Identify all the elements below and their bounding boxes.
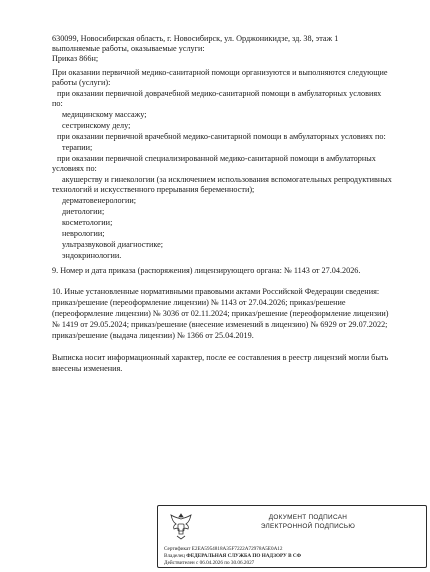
paragraph-line: технологий и искусственного прерывания беременности); [52,185,255,194]
electronic-signature-stamp [157,505,427,568]
coat-of-arms-icon [166,510,196,542]
paragraph-line: При оказании первичной медико-санитарной помощи организуются и выполняются следующие [52,68,388,77]
note-line: внесены изменения. [52,364,123,373]
list-item: акушерству и гинекологии (за исключением использования вспомогательных репродуктивных [62,175,392,184]
paragraph-line: при оказании первичной специализированной медико-санитарной помощи в амбулаторных [57,154,376,163]
section-9: 9. Номер и дата приказа (распоряжения) лицензирующего органа: № 1143 от 27.04.2026. [52,266,361,275]
owner-name: ФЕДЕРАЛЬНАЯ СЛУЖБА ПО НАДЗОРУ В СФ [186,553,302,559]
works-heading: выполняемые работы, оказываемые услуги: [52,44,205,53]
list-item: неврологии; [62,229,105,238]
section-10-line: 10. Иные установленные нормативными правовыми актами Российской Федерации сведения: [52,287,380,296]
owner-line [164,553,301,560]
paragraph-line: условиях по: [52,164,97,173]
section-10-line: (переоформление лицензии) № 3036 от 02.11.2024; приказ/решение (переоформление лицензии) [52,309,389,318]
certificate-line [164,546,283,553]
address-line: 630099, Новосибирская область, г. Новосибирск, ул. Орджоникидзе, зд. 38, этаж 1 [52,34,339,43]
list-item: ультразвуковой диагностике; [62,240,164,249]
order-line: Приказ 866н; [52,54,99,63]
paragraph-line: работы (услуги): [52,78,111,87]
section-10-line: № 1419 от 29.05.2024; приказ/решение (внесение изменений в лицензию) № 6929 от 29.07.2022; [52,320,388,329]
paragraph-line: по: [52,99,63,108]
list-item: эндокринологии. [62,251,122,260]
list-item: сестринскому делу; [62,121,131,130]
certificate-number: E2EA5954818A35F7222A72978A5E0A12 [191,546,283,552]
validity-line: Действителен с 06.04.2026 по 30.06.2027 [164,560,255,566]
signature-title-line1: ДОКУМЕНТ ПОДПИСАН [268,514,348,521]
certificate-label: Сертификат [164,546,191,552]
owner-label: Владелец [164,553,185,559]
note-line: Выписка носит информационный характер, после ее составления в реестр лицензий могли быть [52,353,389,362]
list-item: медицинскому массажу; [62,110,147,119]
list-item: диетологии; [62,207,105,216]
signature-title-line2: ЭЛЕКТРОННОЙ ПОДПИСЬЮ [260,523,356,530]
paragraph-line: при оказании первичной доврачебной медико-санитарной помощи в амбулаторных условиях [57,89,382,98]
section-10-line: приказ/решение (выдача лицензии) № 1366 от 25.04.2019. [52,331,254,340]
section-10-line: приказ/решение (переоформление лицензии) № 1143 от 27.04.2026; приказ/решение [52,298,346,307]
paragraph-line: при оказании первичной врачебной медико-санитарной помощи в амбулаторных условиях по: [57,132,386,141]
list-item: терапии; [62,143,93,152]
list-item: дерматовенерологии; [62,196,137,205]
list-item: косметологии; [62,218,113,227]
